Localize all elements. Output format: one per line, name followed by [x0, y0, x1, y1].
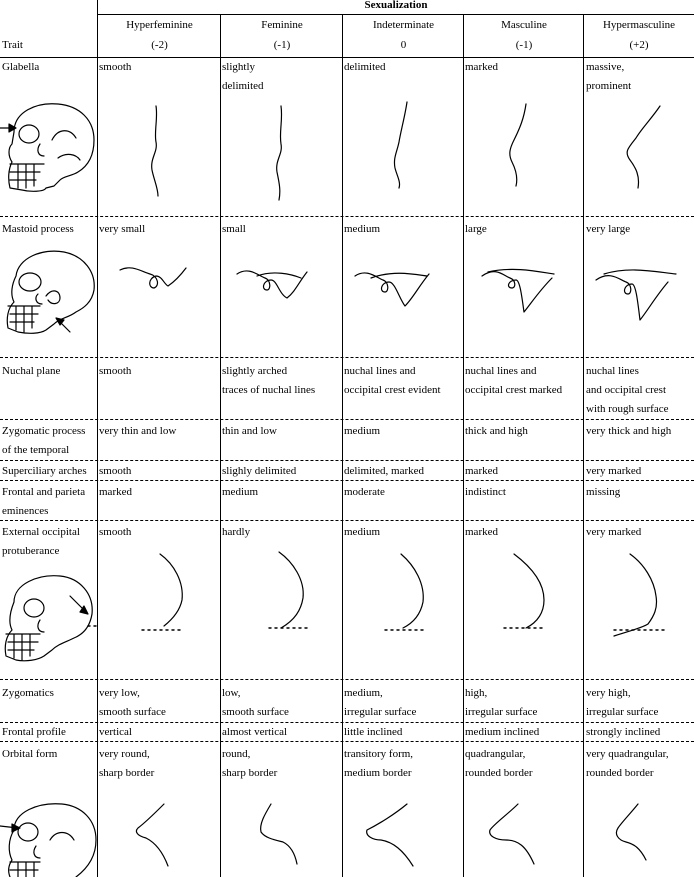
- value-cell: medium,: [344, 687, 383, 699]
- value-cell: high,: [465, 687, 488, 699]
- glabella-profile-masculine-icon: [464, 96, 584, 216]
- value-cell: medium border: [344, 767, 412, 779]
- col-score-hypermasculine: (+2): [629, 39, 649, 51]
- value-cell: medium: [344, 223, 381, 235]
- value-cell: moderate: [344, 486, 385, 498]
- value-cell: very small: [99, 223, 146, 235]
- trait-glabella: Glabella: [2, 61, 40, 73]
- trait-superciliary-arches: Superciliary arches: [2, 465, 87, 477]
- value-cell: transitory form,: [344, 748, 414, 760]
- col-score-masculine: (-1): [515, 39, 533, 51]
- value-cell: irregular surface: [344, 706, 417, 718]
- row-divider: [0, 419, 694, 420]
- value-cell: massive,: [586, 61, 625, 73]
- col-score-hyperfeminine: (-2): [151, 39, 168, 51]
- occipital-profile-indeterminate-icon: [343, 548, 464, 636]
- value-cell: smooth surface: [99, 706, 166, 718]
- col-name-hyperfeminine: Hyperfeminine: [126, 19, 193, 31]
- mastoid-profile-hyperfeminine-icon: [98, 258, 221, 318]
- trait-orbital-form: Orbital form: [2, 748, 58, 760]
- value-cell: very quadrangular,: [586, 748, 669, 760]
- value-cell: medium: [344, 425, 381, 437]
- value-cell: vertical: [99, 726, 132, 738]
- value-cell: thick and high: [465, 425, 528, 437]
- glabella-profile-feminine-icon: [221, 96, 343, 216]
- skull-mastoid-icon: [0, 248, 97, 338]
- trait-zygomatics: Zygomatics: [2, 687, 54, 699]
- value-cell: very thin and low: [99, 425, 177, 437]
- value-cell: slighly delimited: [222, 465, 297, 477]
- col-score-indeterminate: 0: [400, 39, 407, 51]
- value-cell: prominent: [586, 80, 632, 92]
- value-cell: nuchal lines and: [465, 365, 537, 377]
- mastoid-profile-masculine-icon: [464, 258, 584, 328]
- trait-frontal-parietal-eminences: eminences: [2, 505, 49, 517]
- orbital-profile-indeterminate-icon: [343, 796, 464, 877]
- value-cell: very large: [586, 223, 631, 235]
- trait-zygomatic-process: of the temporal: [2, 444, 70, 456]
- glabella-profile-hypermasculine-icon: [584, 96, 694, 216]
- row-divider: [0, 460, 694, 461]
- value-cell: very marked: [586, 465, 642, 477]
- value-cell: occipital crest evident: [344, 384, 441, 396]
- value-cell: slightly arched: [222, 365, 288, 377]
- skull-glabella-icon: [0, 98, 97, 194]
- mastoid-profile-indeterminate-icon: [343, 258, 464, 328]
- orbital-profile-hyperfeminine-icon: [98, 796, 221, 877]
- value-cell: slightly: [222, 61, 256, 73]
- occipital-profile-feminine-icon: [221, 548, 343, 636]
- mastoid-profile-hypermasculine-icon: [584, 258, 694, 338]
- mastoid-profile-feminine-icon: [221, 258, 343, 318]
- value-cell: sharp border: [99, 767, 155, 779]
- row-divider: [0, 216, 694, 217]
- col-score-feminine: (-1): [273, 39, 291, 51]
- value-cell: delimited: [344, 61, 386, 73]
- value-cell: delimited, marked: [344, 465, 425, 477]
- trait-frontal-profile: Frontal profile: [2, 726, 66, 738]
- value-cell: rounded border: [465, 767, 533, 779]
- value-cell: medium: [344, 526, 381, 538]
- value-cell: rounded border: [586, 767, 654, 779]
- row-divider: [0, 357, 694, 358]
- value-cell: smooth: [99, 526, 132, 538]
- value-cell: quadrangular,: [465, 748, 526, 760]
- value-cell: very round,: [99, 748, 150, 760]
- value-cell: indistinct: [465, 486, 506, 498]
- value-cell: irregular surface: [465, 706, 538, 718]
- value-cell: smooth: [99, 365, 132, 377]
- trait-zygomatic-process: Zygomatic process: [2, 425, 86, 437]
- orbital-profile-feminine-icon: [221, 796, 343, 877]
- value-cell: very marked: [586, 526, 642, 538]
- value-cell: and occipital crest: [586, 384, 667, 396]
- value-cell: very low,: [99, 687, 140, 699]
- value-cell: strongly inclined: [586, 726, 661, 738]
- skull-orbital-icon: [0, 800, 97, 877]
- trait-external-occipital-protuberance: External occipital: [2, 526, 80, 538]
- value-cell: marked: [465, 465, 498, 477]
- value-cell: missing: [586, 486, 621, 498]
- value-cell: marked: [99, 486, 132, 498]
- row-divider: [0, 520, 694, 521]
- value-cell: nuchal lines and: [344, 365, 416, 377]
- value-cell: sharp border: [222, 767, 278, 779]
- col-name-indeterminate: Indeterminate: [372, 19, 435, 31]
- glabella-profile-hyperfeminine-icon: [98, 96, 221, 216]
- value-cell: traces of nuchal lines: [222, 384, 316, 396]
- value-cell: very thick and high: [586, 425, 672, 437]
- value-cell: small: [222, 223, 246, 235]
- skull-occipital-icon: [0, 572, 97, 664]
- value-cell: little inclined: [344, 726, 403, 738]
- orbital-profile-masculine-icon: [464, 796, 584, 877]
- value-cell: medium: [222, 486, 259, 498]
- value-cell: delimited: [222, 80, 264, 92]
- value-cell: nuchal lines: [586, 365, 639, 377]
- trait-external-occipital-protuberance: protuberance: [2, 545, 60, 557]
- value-cell: almost vertical: [222, 726, 288, 738]
- trait-label: Trait: [2, 39, 23, 51]
- table-title: Sexualization: [364, 0, 428, 11]
- col-name-feminine: Feminine: [261, 19, 303, 31]
- value-cell: smooth surface: [222, 706, 289, 718]
- trait-nuchal-plane: Nuchal plane: [2, 365, 61, 377]
- value-cell: very high,: [586, 687, 631, 699]
- value-cell: smooth: [99, 465, 132, 477]
- glabella-profile-indeterminate-icon: [343, 96, 464, 216]
- value-cell: with rough surface: [586, 403, 669, 415]
- value-cell: round,: [222, 748, 251, 760]
- col-name-hypermasculine: Hypermasculine: [602, 19, 676, 31]
- value-cell: low,: [222, 687, 241, 699]
- row-divider: [0, 679, 694, 680]
- value-cell: occipital crest marked: [465, 384, 563, 396]
- value-cell: large: [465, 223, 487, 235]
- value-cell: thin and low: [222, 425, 277, 437]
- orbital-profile-hypermasculine-icon: [584, 796, 694, 877]
- value-cell: smooth: [99, 61, 132, 73]
- value-cell: medium inclined: [465, 726, 540, 738]
- occipital-profile-hypermasculine-icon: [584, 548, 694, 636]
- trait-mastoid-process: Mastoid process: [2, 223, 74, 235]
- value-cell: irregular surface: [586, 706, 659, 718]
- value-cell: marked: [465, 526, 498, 538]
- col-name-masculine: Masculine: [501, 19, 547, 31]
- trait-frontal-parietal-eminences: Frontal and parieta: [2, 486, 86, 498]
- occipital-profile-hyperfeminine-icon: [98, 548, 221, 636]
- occipital-profile-masculine-icon: [464, 548, 584, 636]
- value-cell: hardly: [222, 526, 251, 538]
- value-cell: marked: [465, 61, 498, 73]
- header-rule: [98, 14, 694, 15]
